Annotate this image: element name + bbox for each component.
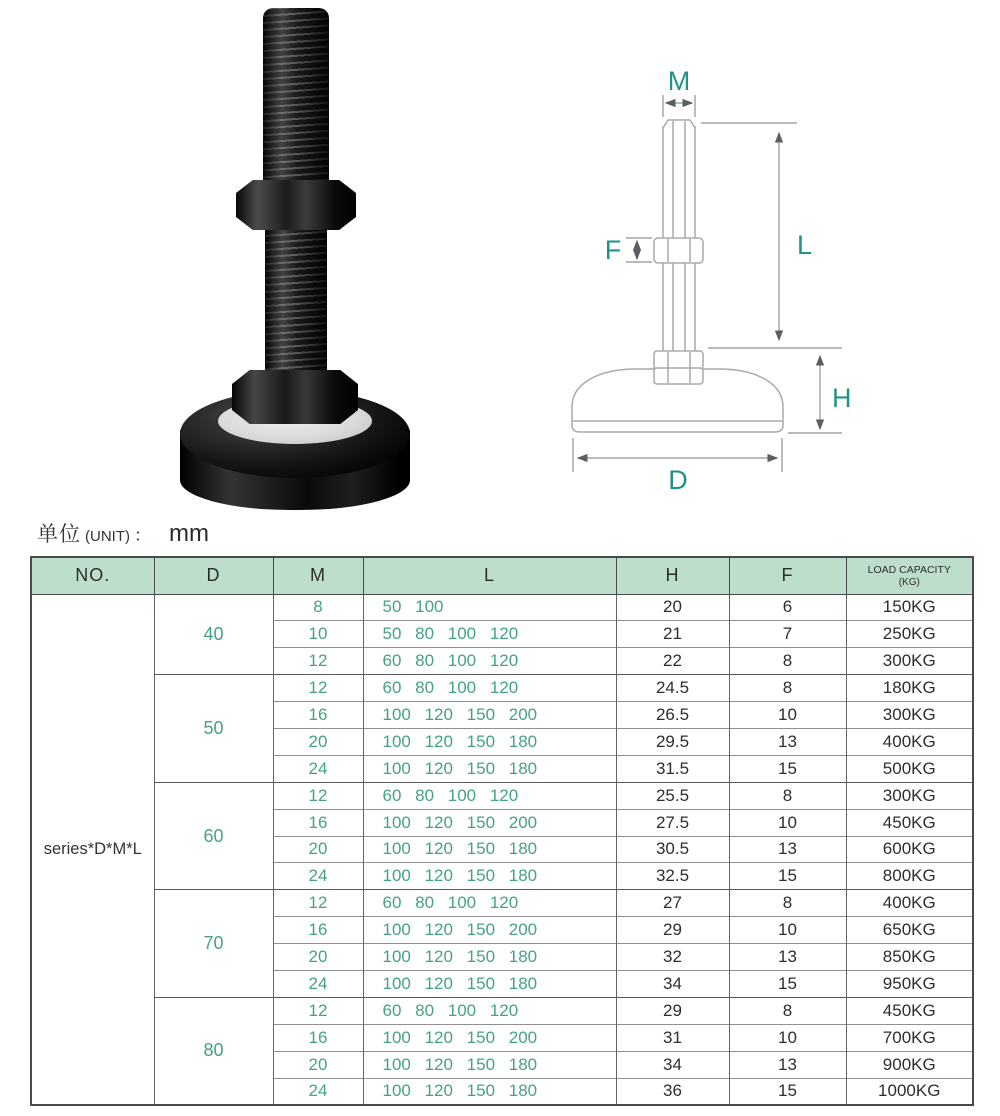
m-cell: 12 <box>273 997 363 1024</box>
unit-label-en: (UNIT) <box>85 528 130 545</box>
h-cell: 29 <box>616 997 729 1024</box>
l-cell: 100 120 150 200 <box>363 1024 616 1051</box>
h-cell: 24.5 <box>616 675 729 702</box>
header-load-line2: (KG) <box>898 576 920 588</box>
header-l: L <box>363 557 616 594</box>
load-cell: 300KG <box>846 648 973 675</box>
h-cell: 34 <box>616 970 729 997</box>
load-cell: 650KG <box>846 917 973 944</box>
load-cell: 600KG <box>846 836 973 863</box>
m-cell: 16 <box>273 809 363 836</box>
h-cell: 32 <box>616 944 729 971</box>
header-load-line1: LOAD CAPACITY <box>867 563 951 576</box>
l-cell: 100 120 150 180 <box>363 944 616 971</box>
h-cell: 34 <box>616 1051 729 1078</box>
load-cell: 950KG <box>846 970 973 997</box>
header-load <box>846 557 973 594</box>
l-cell: 100 120 150 180 <box>363 863 616 890</box>
load-cell: 850KG <box>846 944 973 971</box>
h-cell: 29.5 <box>616 728 729 755</box>
l-cell: 50 100 <box>363 594 616 621</box>
load-cell: 800KG <box>846 863 973 890</box>
m-cell: 24 <box>273 1078 363 1105</box>
l-cell: 60 80 100 120 <box>363 675 616 702</box>
f-cell: 15 <box>729 970 846 997</box>
dim-label-h: H <box>832 383 852 413</box>
load-cell: 500KG <box>846 755 973 782</box>
f-cell: 10 <box>729 917 846 944</box>
load-cell: 180KG <box>846 675 973 702</box>
m-cell: 12 <box>273 782 363 809</box>
m-cell: 20 <box>273 728 363 755</box>
f-cell: 15 <box>729 863 846 890</box>
foot-bottom-nut <box>232 370 358 424</box>
f-cell: 13 <box>729 1051 846 1078</box>
load-cell: 700KG <box>846 1024 973 1051</box>
l-cell: 100 120 150 180 <box>363 970 616 997</box>
l-cell: 100 120 150 200 <box>363 809 616 836</box>
header-d: D <box>154 557 273 594</box>
dim-label-m: M <box>667 66 691 96</box>
m-cell: 16 <box>273 702 363 729</box>
h-cell: 27.5 <box>616 809 729 836</box>
spec-table <box>30 556 974 1106</box>
load-cell: 400KG <box>846 890 973 917</box>
f-cell: 8 <box>729 997 846 1024</box>
f-cell: 6 <box>729 594 846 621</box>
unit-value: mm <box>169 520 209 547</box>
l-cell: 100 120 150 180 <box>363 1078 616 1105</box>
m-cell: 12 <box>273 675 363 702</box>
load-cell: 300KG <box>846 702 973 729</box>
load-cell: 300KG <box>846 782 973 809</box>
f-cell: 10 <box>729 809 846 836</box>
f-cell: 13 <box>729 836 846 863</box>
l-cell: 60 80 100 120 <box>363 648 616 675</box>
threaded-rod-upper <box>263 8 329 184</box>
l-cell: 60 80 100 120 <box>363 997 616 1024</box>
m-cell: 20 <box>273 944 363 971</box>
spec-row <box>31 675 973 702</box>
spec-table-header-row <box>31 557 973 594</box>
foot-middle-nut <box>236 180 356 230</box>
h-cell: 29 <box>616 917 729 944</box>
diagram-middle-nut <box>654 238 703 263</box>
f-cell: 13 <box>729 728 846 755</box>
f-cell: 10 <box>729 702 846 729</box>
h-cell: 30.5 <box>616 836 729 863</box>
m-cell: 20 <box>273 836 363 863</box>
f-cell: 8 <box>729 782 846 809</box>
f-cell: 13 <box>729 944 846 971</box>
spec-row <box>31 890 973 917</box>
series-cell: series*D*M*L <box>31 594 154 1105</box>
dimension-diagram <box>555 40 1000 510</box>
d-cell: 50 <box>154 675 273 783</box>
product-photo <box>172 2 418 514</box>
load-cell: 450KG <box>846 997 973 1024</box>
f-cell: 10 <box>729 1024 846 1051</box>
l-cell: 100 120 150 180 <box>363 755 616 782</box>
h-cell: 31.5 <box>616 755 729 782</box>
d-cell: 40 <box>154 594 273 675</box>
d-cell: 80 <box>154 997 273 1105</box>
f-cell: 8 <box>729 648 846 675</box>
h-cell: 31 <box>616 1024 729 1051</box>
l-cell: 50 80 100 120 <box>363 621 616 648</box>
load-cell: 400KG <box>846 728 973 755</box>
dim-label-l: L <box>797 230 813 260</box>
d-cell: 60 <box>154 782 273 890</box>
h-cell: 22 <box>616 648 729 675</box>
m-cell: 8 <box>273 594 363 621</box>
f-cell: 8 <box>729 890 846 917</box>
diagram-bottom-nut-upper <box>654 351 703 369</box>
h-cell: 21 <box>616 621 729 648</box>
l-cell: 100 120 150 180 <box>363 1051 616 1078</box>
f-cell: 15 <box>729 1078 846 1105</box>
spec-row <box>31 594 973 621</box>
f-cell: 15 <box>729 755 846 782</box>
load-cell: 250KG <box>846 621 973 648</box>
m-cell: 16 <box>273 1024 363 1051</box>
f-cell: 8 <box>729 675 846 702</box>
header-no: NO. <box>31 557 154 594</box>
header-h: H <box>616 557 729 594</box>
l-cell: 100 120 150 180 <box>363 728 616 755</box>
spec-row <box>31 782 973 809</box>
l-cell: 60 80 100 120 <box>363 782 616 809</box>
dim-label-f: F <box>604 235 622 265</box>
d-cell: 70 <box>154 890 273 998</box>
diagram-rod-top <box>663 120 695 128</box>
m-cell: 12 <box>273 890 363 917</box>
h-cell: 36 <box>616 1078 729 1105</box>
h-cell: 32.5 <box>616 863 729 890</box>
unit-label-colon: ： <box>134 526 151 545</box>
h-cell: 27 <box>616 890 729 917</box>
header-m: M <box>273 557 363 594</box>
diagram-bottom-nut-lower <box>654 368 703 384</box>
h-cell: 26.5 <box>616 702 729 729</box>
load-cell: 150KG <box>846 594 973 621</box>
l-cell: 100 120 150 200 <box>363 702 616 729</box>
unit-label <box>37 518 209 548</box>
load-cell: 900KG <box>846 1051 973 1078</box>
f-cell: 7 <box>729 621 846 648</box>
header-f: F <box>729 557 846 594</box>
m-cell: 24 <box>273 970 363 997</box>
l-cell: 100 120 150 200 <box>363 917 616 944</box>
m-cell: 24 <box>273 755 363 782</box>
l-cell: 100 120 150 180 <box>363 836 616 863</box>
load-cell: 1000KG <box>846 1078 973 1105</box>
h-cell: 25.5 <box>616 782 729 809</box>
m-cell: 16 <box>273 917 363 944</box>
m-cell: 20 <box>273 1051 363 1078</box>
m-cell: 10 <box>273 621 363 648</box>
unit-label-cn: 单位 <box>37 523 81 546</box>
spec-row <box>31 997 973 1024</box>
l-cell: 60 80 100 120 <box>363 890 616 917</box>
m-cell: 12 <box>273 648 363 675</box>
m-cell: 24 <box>273 863 363 890</box>
h-cell: 20 <box>616 594 729 621</box>
load-cell: 450KG <box>846 809 973 836</box>
dim-label-d: D <box>668 465 688 495</box>
threaded-rod-lower <box>265 228 327 394</box>
